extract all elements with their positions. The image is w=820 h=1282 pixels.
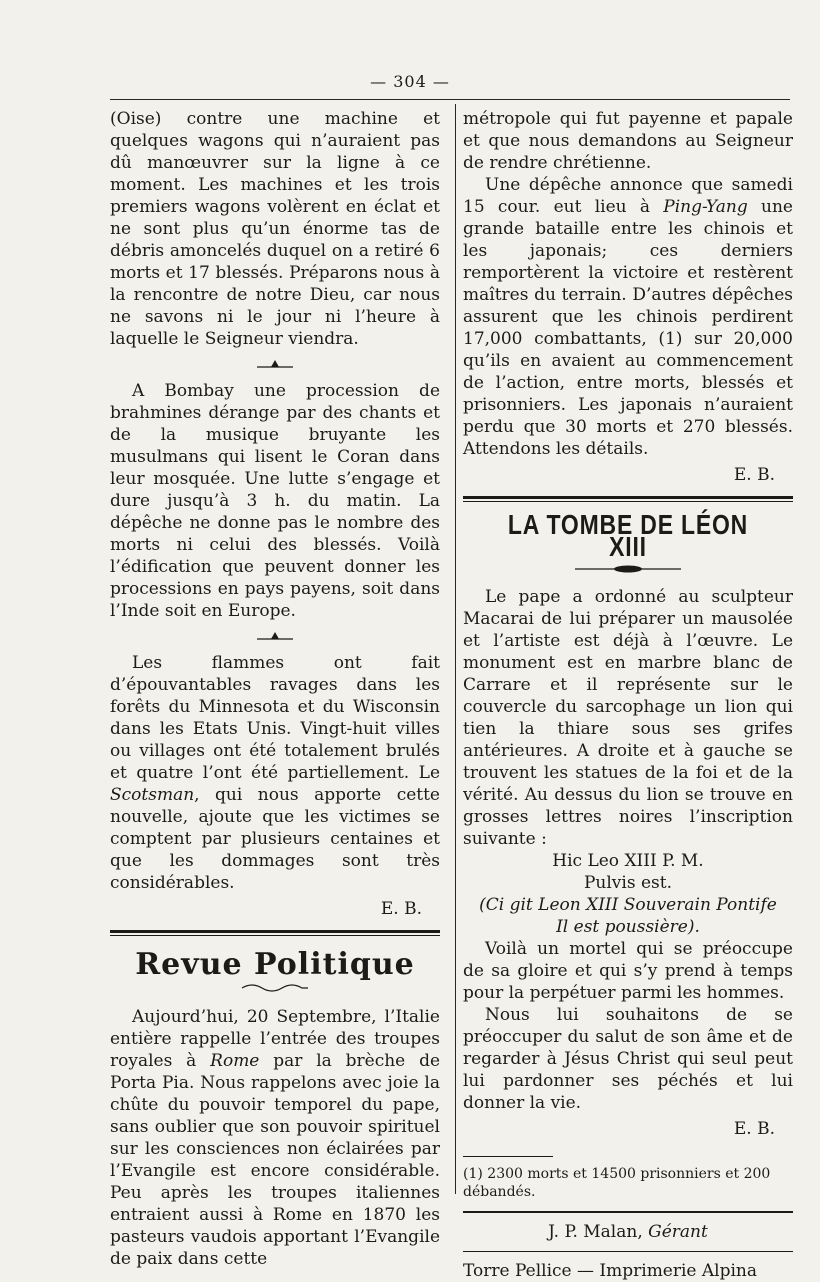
section-title: LA TOMBE DE LÉON XIII [507,509,749,562]
section-rule-thin [110,935,440,936]
title-ornament [110,982,440,994]
section-rule [463,496,793,499]
ornament-separator [110,628,440,644]
article-paragraph: Aujourd’hui, 20 Septembre, l’Italie entière rappelle l’entrée des troupes royales à Rome par la brèche de Porta Pia. Nous rappelons avec joie la chûte du pouvoir temporel du pape, sans oublier que son pouvoir spirituel sur les consciences non éclairées par l’Evangile est encore considérable. Peu après les troupes italiennes entraient aussi à Rome en 1870 les pasteurs vaudois apportant l’Evangile de paix dans cette [110,1007,441,1269]
imprint-rule [463,1211,793,1213]
inscription-line: Il est poussière). [556,917,700,937]
signature: E. B. [380,899,422,919]
inscription-line: (Ci git Leon XIII Souverain Pontife [479,895,777,915]
article-paragraph: Une dépêche annonce que samedi 15 cour. eut lieu à Ping-Yang une grande bataille entre les chinois et les japonais; ces derniers remportèrent la victoire et restèrent maîtres du terrain. D’autres dépêches assurent que les chinois perdirent 17,000 combattants, (1) sur 20,000 qu’ils en avaient au commencement de l’action, entre morts, blessés et prisonniers. Les japonais n’auraient perdu que 30 morts et 270 blessés. Attendons les détails. [463,175,793,459]
imprint-rule-thin [463,1251,793,1252]
footnote: (1) 2300 morts et 14500 prisonniers et 200 débandés. [463,1166,771,1200]
header-rule [110,99,790,100]
inscription-line: Pulvis est. [583,873,672,893]
gerant-name: J. P. Malan [548,1222,638,1242]
article-paragraph: Nous lui souhaitons de se préoccuper du salut de son âme et de regarder à Jésus Christ qui seul peut lui pardonner ses péchés et lui donner la vie. [463,1005,793,1113]
footnote-rule [463,1156,553,1157]
signature: E. B. [733,465,775,485]
printer-line: Torre Pellice — Imprimerie Alpina [463,1261,758,1281]
ornament-separator [110,356,440,372]
article-paragraph: (Oise) contre une machine et quelques wagons qui n’auraient pas dû manœuvrer sur la ligne à ce moment. Les machines et les trois premiers wagons volèrent en éclat et ne sont plus qu’un énorme tas de débris amoncelés duquel on a retiré 6 morts et 17 blessés. Préparons nous à la rencontre de notre Dieu, car nous ne savons ni le jour ni l’heure à laquelle le Seigneur viendra. [110,109,440,349]
article-paragraph: métropole qui fut payenne et papale et que nous demandons au Seigneur de rendre chrétienne. [463,109,793,173]
title-ornament [463,564,793,574]
section-title: Revue Politique [135,947,415,982]
article-paragraph: Voilà un mortel qui se préoccupe de sa gloire et qui s’y prend à temps pour la perpétuer parmi les hommes. [463,939,793,1003]
right-column [463,108,793,1282]
left-column [110,108,440,1270]
article-paragraph: Le pape a ordonné au sculpteur Macarai de lui préparer un mausolée et l’artiste est déjà à l’œuvre. Le monument est en marbre blanc de Carrare et il représente sur le couvercle du sarcophage un lion qui tien la thiare sous ses grifes antérieures. A droite et à gauche se trouvent les statues de la foi et de la vérité. Au dessus du lion se trouve en grosses lettres noires l’inscription suivante : [463,587,793,849]
inscription-line: Hic Leo XIII P. M. [552,851,704,871]
article-paragraph: A Bombay une procession de brahmines dérange par des chants et de la musique bruyante les musulmans qui lisent le Coran dans leur mosquée. Une lutte s’engage et dure jusqu’à 3 h. du matin. La dépêche ne donne pas le nombre des morts ni celui des blessés. Voilà l’édification que peuvent donner les processions en pays payens, soit dans l’Inde soit en Europe. [110,381,440,621]
page-number: — 304 — [370,72,450,91]
gerant-line: J. P. Malan, Gérant [548,1222,708,1242]
article-paragraph: Les flammes ont fait d’épouvantables ravages dans les forêts du Minnesota et du Wisconsin dans les Etats Unis. Vingt-huit villes ou villages ont été totalement brulés et quatre l’ont été partiellement. Le Scotsman, qui nous apporte cette nouvelle, ajoute que les victimes se comptent par plusieurs centaines et que les dommages sont très considérables. [110,653,440,893]
section-rule-thin [463,501,793,502]
section-rule [110,930,440,933]
column-divider [455,104,456,1194]
signature: E. B. [733,1119,775,1139]
gerant-role: Gérant [648,1222,708,1242]
